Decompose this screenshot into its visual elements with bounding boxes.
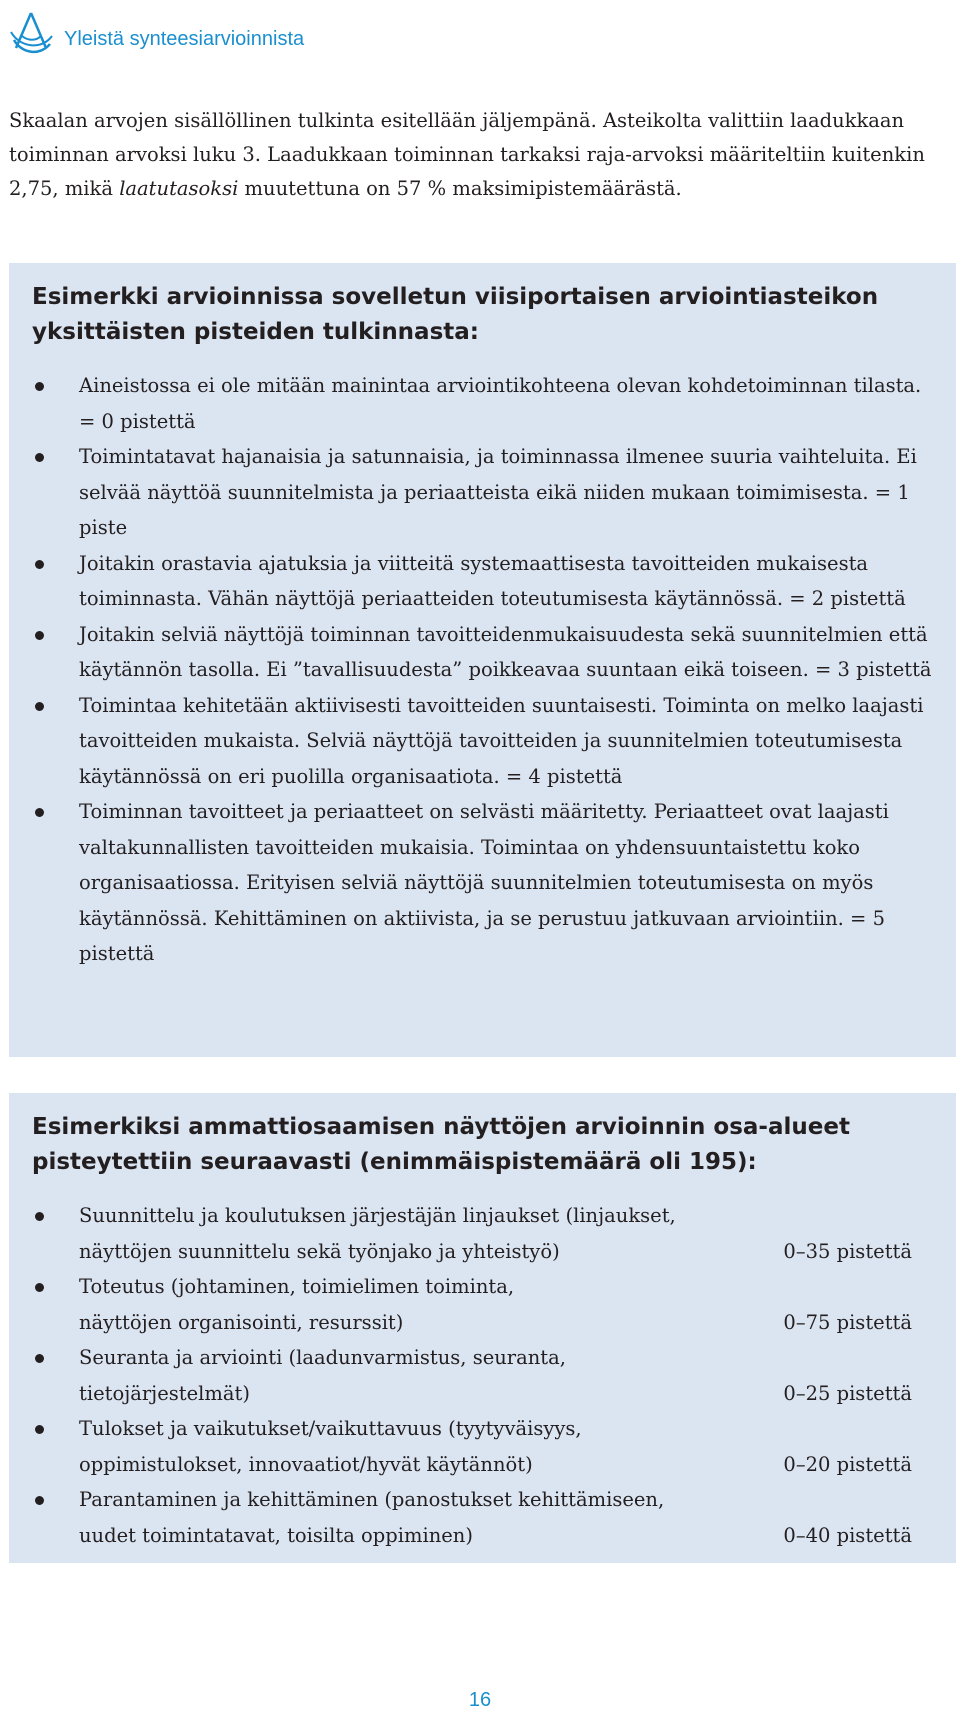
score-range: 0–40 pistettä	[783, 1523, 912, 1547]
header-title: Yleistä synteesiarvioinnista	[64, 27, 305, 50]
list-item	[32, 688, 934, 795]
bullet-icon	[35, 1496, 44, 1505]
intro-paragraph	[9, 104, 951, 206]
scale-example-box	[9, 263, 956, 1057]
scale-list	[32, 368, 934, 972]
list-item-line-2: tietojärjestelmät)	[79, 1381, 250, 1405]
list-item	[32, 1340, 934, 1411]
list-item-line-2: näyttöjen organisointi, resurssit)	[79, 1310, 404, 1334]
bullet-icon	[35, 382, 44, 391]
score-range: 0–75 pistettä	[783, 1310, 912, 1334]
bullet-icon	[35, 1212, 44, 1221]
list-item	[32, 1482, 934, 1553]
bullet-icon	[35, 631, 44, 640]
list-item-text: Joitakin orastavia ajatuksia ja viitteitä systemaattisesta tavoitteiden mukaisesta toiminnasta. Vähän näyttöjä periaatteiden toteutumisesta käytännössä. = 2 pistettä	[79, 551, 906, 610]
bullet-icon	[35, 1283, 44, 1292]
list-item-text: Toiminnan tavoitteet ja periaatteet on selvästi määritetty. Periaatteet ovat laajasti valtakunnallisten tavoitteiden mukaisia. Toimintaa on yhdensuuntaistettu koko organisaatiossa. Erityisen selviä näyttöjä suunnitelmien toteutumisesta on myös käytännössä. Kehittäminen on aktiivista, ja se perustuu jatkuvaan arviointiin. = 5 pistettä	[79, 800, 889, 965]
scoring-list	[32, 1198, 934, 1553]
bullet-icon	[35, 702, 44, 711]
list-item-line-2: uudet toimintatavat, toisilta oppiminen)	[79, 1523, 473, 1547]
intro-italic-term: laatutasoksi	[119, 177, 239, 200]
list-item	[32, 439, 934, 546]
intro-text-2: muutettuna on 57 % maksimipistemäärästä.	[238, 177, 682, 200]
list-item-line-1: Seuranta ja arviointi (laadunvarmistus, seuranta,	[79, 1346, 566, 1369]
list-item-text: Toimintaa kehitetään aktiivisesti tavoitteiden suuntaisesti. Toiminta on melko laajasti tavoitteiden mukaista. Selviä näyttöjä tavoitteiden ja suunnitelmien toteutumisesta käytännössä on eri puolilla organisaatiota. = 4 pistettä	[79, 693, 924, 788]
list-item	[32, 1269, 934, 1340]
list-item	[32, 1198, 934, 1269]
score-range: 0–35 pistettä	[783, 1239, 912, 1263]
list-item-text: Toimintatavat hajanaisia ja satunnaisia, ja toiminnassa ilmenee suuria vaihteluita. Ei selvää näyttöä suunnitelmista ja periaatteista eikä niiden mukaan toimimisesta. = 1 piste	[79, 445, 917, 539]
list-item-line-1: Tulokset ja vaikutukset/vaikuttavuus (tyytyväisyys,	[79, 1417, 582, 1440]
page-header	[8, 8, 304, 60]
list-item-line-1: Suunnittelu ja koulutuksen järjestäjän linjaukset (linjaukset,	[79, 1204, 676, 1227]
list-item	[32, 617, 934, 688]
list-item	[32, 546, 934, 617]
list-item	[32, 368, 934, 439]
bullet-icon	[35, 453, 44, 462]
intro-text-1: Skaalan arvojen sisällöllinen tulkinta esitellään jäljempänä. Asteikolta valittiin laadukkaan toiminnan arvoksi luku 3. Laadukkaan toiminnan tarkaksi raja-arvoksi määriteltiin kuitenkin 2,75, mikä	[9, 109, 925, 200]
list-item-line-2: näyttöjen suunnittelu sekä työnjako ja yhteistyö)	[79, 1239, 560, 1263]
bullet-icon	[35, 560, 44, 569]
list-item	[32, 794, 934, 972]
list-item-line-2: oppimistulokset, innovaatiot/hyvät käytännöt)	[79, 1452, 533, 1476]
list-item-line-1: Parantaminen ja kehittäminen (panostukset kehittämiseen,	[79, 1488, 665, 1511]
scale-example-title: Esimerkki arvioinnissa sovelletun viisiportaisen arviointiasteikon yksittäisten pisteiden tulkinnasta:	[32, 284, 879, 345]
scoring-example-title: Esimerkiksi ammattiosaamisen näyttöjen arvioinnin osa-alueet pisteytettiin seuraavasti (enimmäispistemäärä oli 195):	[32, 1114, 850, 1175]
bullet-icon	[35, 1354, 44, 1363]
list-item-text: Aineistossa ei ole mitään mainintaa arviointikohteena olevan kohdetoiminnan tilasta. = 0 pistettä	[79, 374, 922, 433]
page-number: 16	[468, 1689, 492, 1711]
bullet-icon	[35, 1425, 44, 1434]
list-item-line-1: Toteutus (johtaminen, toimielimen toiminta,	[79, 1275, 515, 1298]
list-item-text: Joitakin selviä näyttöjä toiminnan tavoitteidenmukaisuudesta sekä suunnitelmien että käytännön tasolla. Ei ”tavallisuudesta” poikkeavaa suuntaan eikä toiseen. = 3 pistettä	[79, 622, 932, 681]
bullet-icon	[35, 808, 44, 817]
list-item	[32, 1411, 934, 1482]
score-range: 0–20 pistettä	[783, 1452, 912, 1476]
score-range: 0–25 pistettä	[783, 1381, 912, 1405]
logo-icon	[8, 10, 54, 58]
scoring-example-box	[9, 1093, 956, 1563]
